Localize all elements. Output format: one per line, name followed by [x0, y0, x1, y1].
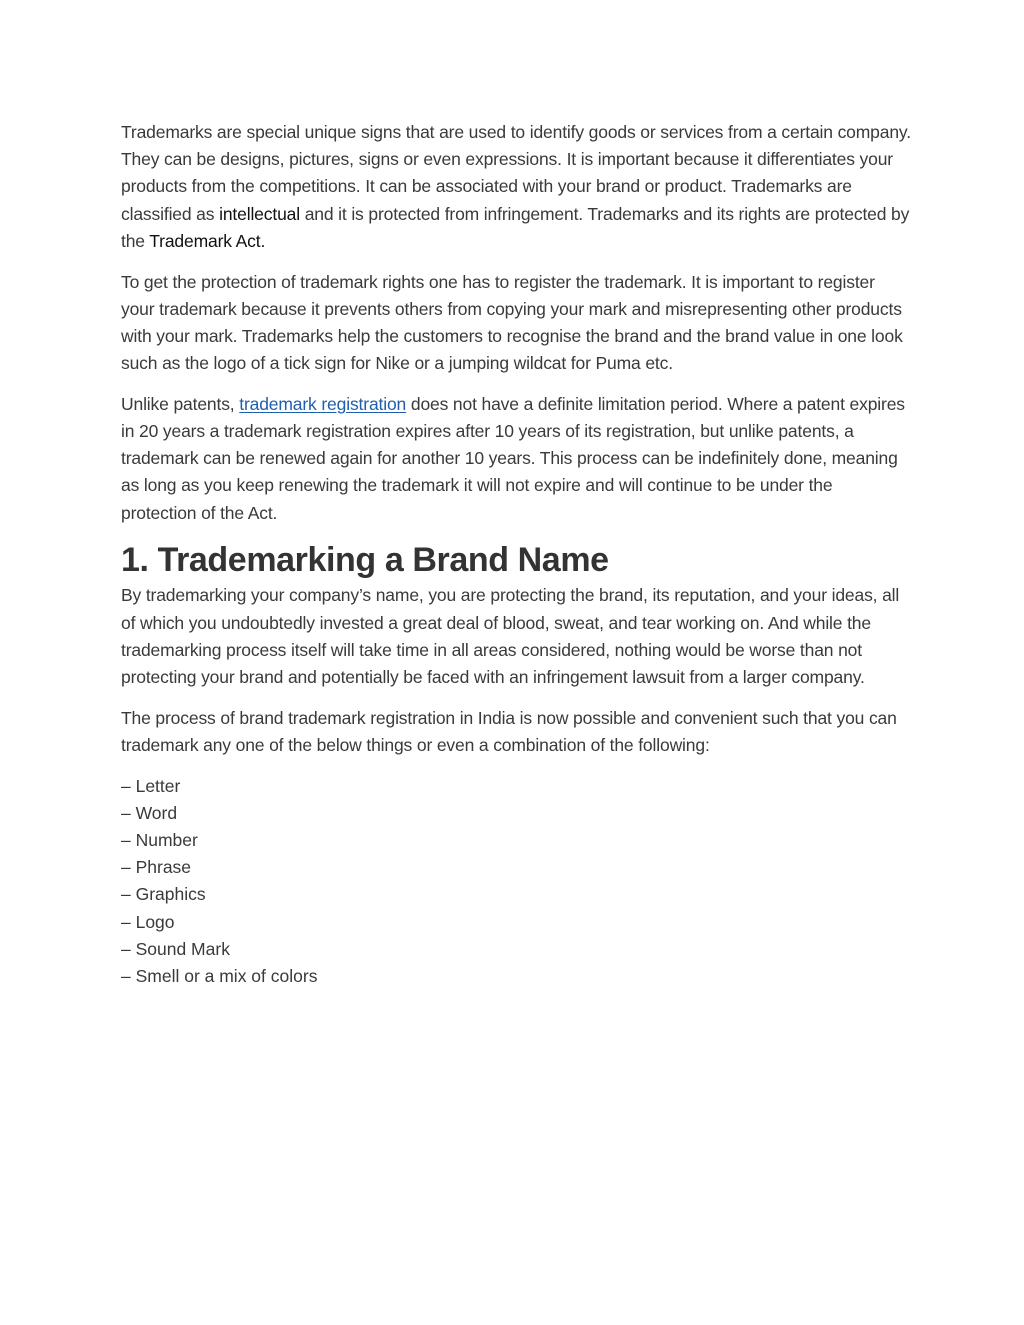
list-item: – Letter	[121, 775, 181, 796]
list-item: – Phrase	[121, 857, 192, 878]
intro-p1-text-a: Trademarks are special unique signs that are used to identify goods or services from a certain company. They can be designs, pictures, signs or even expressions. It is important because it differentiates your products from the competitions. It can be associated with your brand or product. Trademarks are classified as	[121, 122, 911, 224]
section-paragraph-2: The process of brand trademark registration in India is now possible and convenient such that you can trademark any one of the below things or even a combination of the following:	[121, 707, 897, 755]
intro-p1-text-b: and it is protected from infringement. Trademarks and its rights are protected by the	[121, 203, 910, 251]
list-item: – Logo	[121, 911, 175, 932]
list-item: – Word	[121, 802, 178, 823]
trademark-registration-link[interactable]: trademark registration	[239, 393, 407, 414]
list-item: – Sound Mark	[121, 938, 230, 959]
intro-p3-text-b: does not have a definite limitation period. Where a patent expires in 20 years a trademark registration expires after 10 years of its registration, but unlike patents, a trademark can be renewed again for another 10 years. This process can be indefinitely done, meaning as long as you keep renewing the trademark it will not expire and will continue to be under the protection of the Act.	[121, 393, 905, 523]
document-page	[121, 119, 911, 990]
list-item: – Graphics	[121, 884, 206, 905]
trademark-act-term: Trademark Act.	[149, 230, 266, 251]
intro-paragraph-3	[121, 391, 911, 527]
section-paragraph-1: By trademarking your company’s name, you are protecting the brand, its reputation, and your ideas, all of which you undoubtedly invested a great deal of blood, sweat, and tear working on. And while the trademarking process itself will take time in all areas considered, nothing would be worse than not protecting your brand and potentially be faced with an infringement lawsuit from a larger company.	[121, 585, 900, 687]
trademark-types-list	[121, 773, 911, 991]
intro-p3-text-a: Unlike patents,	[121, 393, 240, 414]
intellectual-term: intellectual	[219, 203, 300, 224]
intro-paragraph-2: To get the protection of trademark rights one has to register the trademark. It is important to register your trademark because it prevents others from copying your mark and misrepresenting other products with your mark. Trademarks help the customers to recognise the brand and the brand value in one look such as the logo of a tick sign for Nike or a jumping wildcat for Puma etc.	[121, 271, 903, 374]
list-item: – Number	[121, 829, 198, 850]
section-heading: 1. Trademarking a Brand Name	[121, 541, 609, 580]
list-item: – Smell or a mix of colors	[121, 965, 318, 986]
intro-paragraph-1	[121, 119, 911, 255]
